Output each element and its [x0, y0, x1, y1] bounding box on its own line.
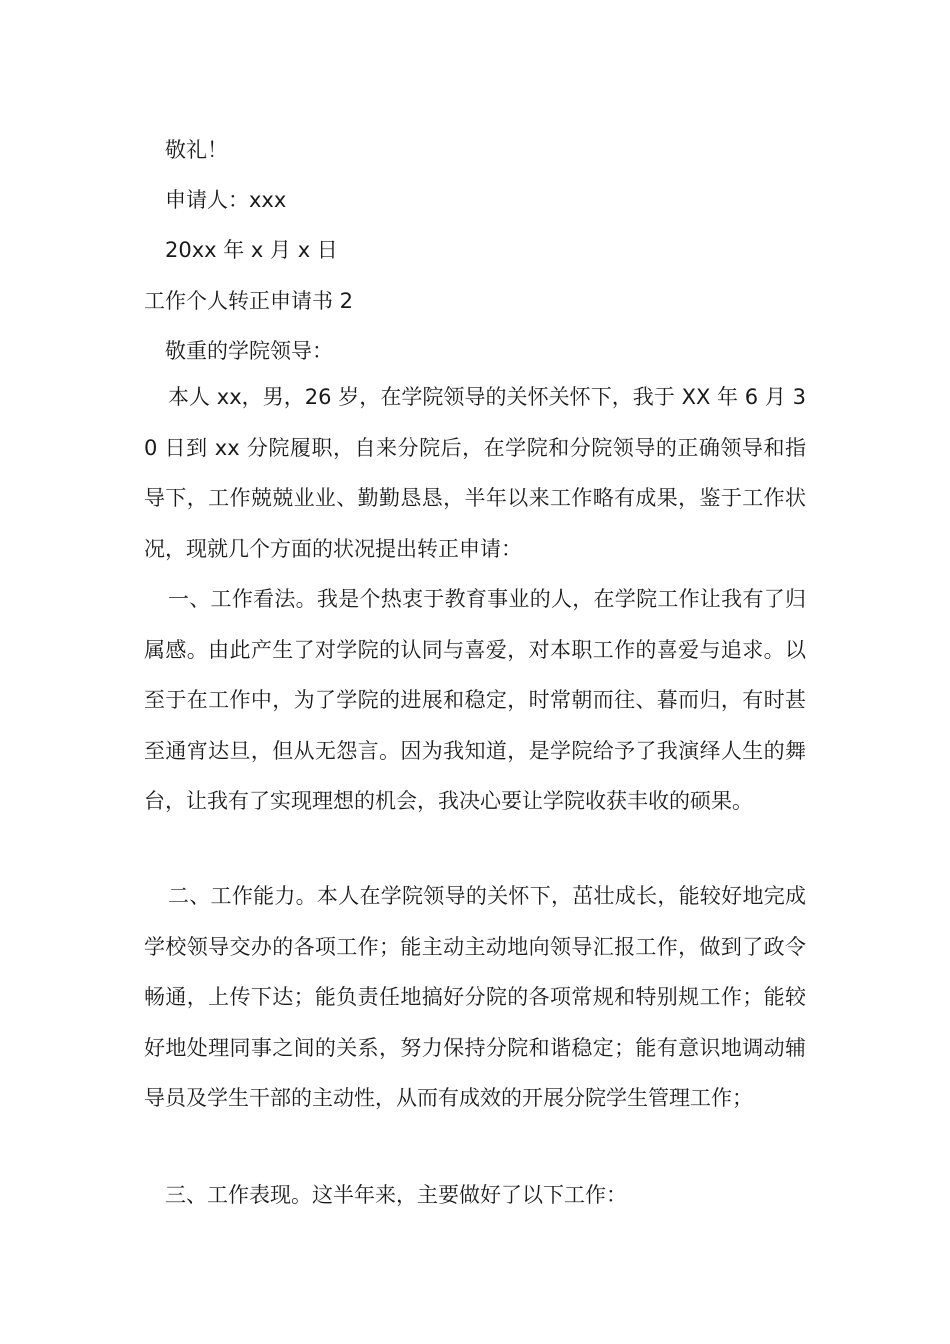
salutation-line: 敬重的学院领导：: [165, 339, 333, 363]
date-line: 20xx 年 x 月 x 日: [165, 238, 338, 262]
section-three-line: 三、工作表现。这半年来，主要做好了以下工作：: [165, 1183, 627, 1207]
applicant-line: 申请人：xxx: [165, 188, 287, 212]
body-paragraph-ability: 二、工作能力。本人在学院领导的关怀下，茁壮成长，能较好地完成学校领导交办的各项工作；能主动主动地向领导汇报工作，做到了政令畅通，上传下达；能负责任地搞好分院的各项常规和特别规工作；能较好地处理同事之间的关系，努力保持分院和谐稳定；能有意识地调动辅导员及学生干部的主动性，从而有成效的开展分院学生管理工作；: [144, 884, 806, 1110]
closing-line: 敬礼！: [165, 138, 228, 162]
section-title: 工作个人转正申请书 2: [144, 289, 354, 313]
body-paragraph-attitude: 一、工作看法。我是个热衷于教育事业的人，在学院工作让我有了归属感。由此产生了对学院的认同与喜爱，对本职工作的喜爱与追求。以至于在工作中，为了学院的进展和稳定，时常朝而往、暮而归，有时甚至通宵达旦，但从无怨言。因为我知道，是学院给予了我演绎人生的舞台，让我有了实现理想的机会，我决心要让学院收获丰收的硕果。: [144, 587, 806, 813]
body-paragraph-intro: 本人 xx，男，26 岁，在学院领导的关怀关怀下，我于 XX 年 6 月 30 日到 xx 分院履职，自来分院后，在学院和分院领导的正确领导和指导下，工作兢兢业业、勤勤恳恳，半年以来工作略有成果，鉴于工作状况，现就几个方面的状况提出转正申请：: [144, 385, 806, 561]
